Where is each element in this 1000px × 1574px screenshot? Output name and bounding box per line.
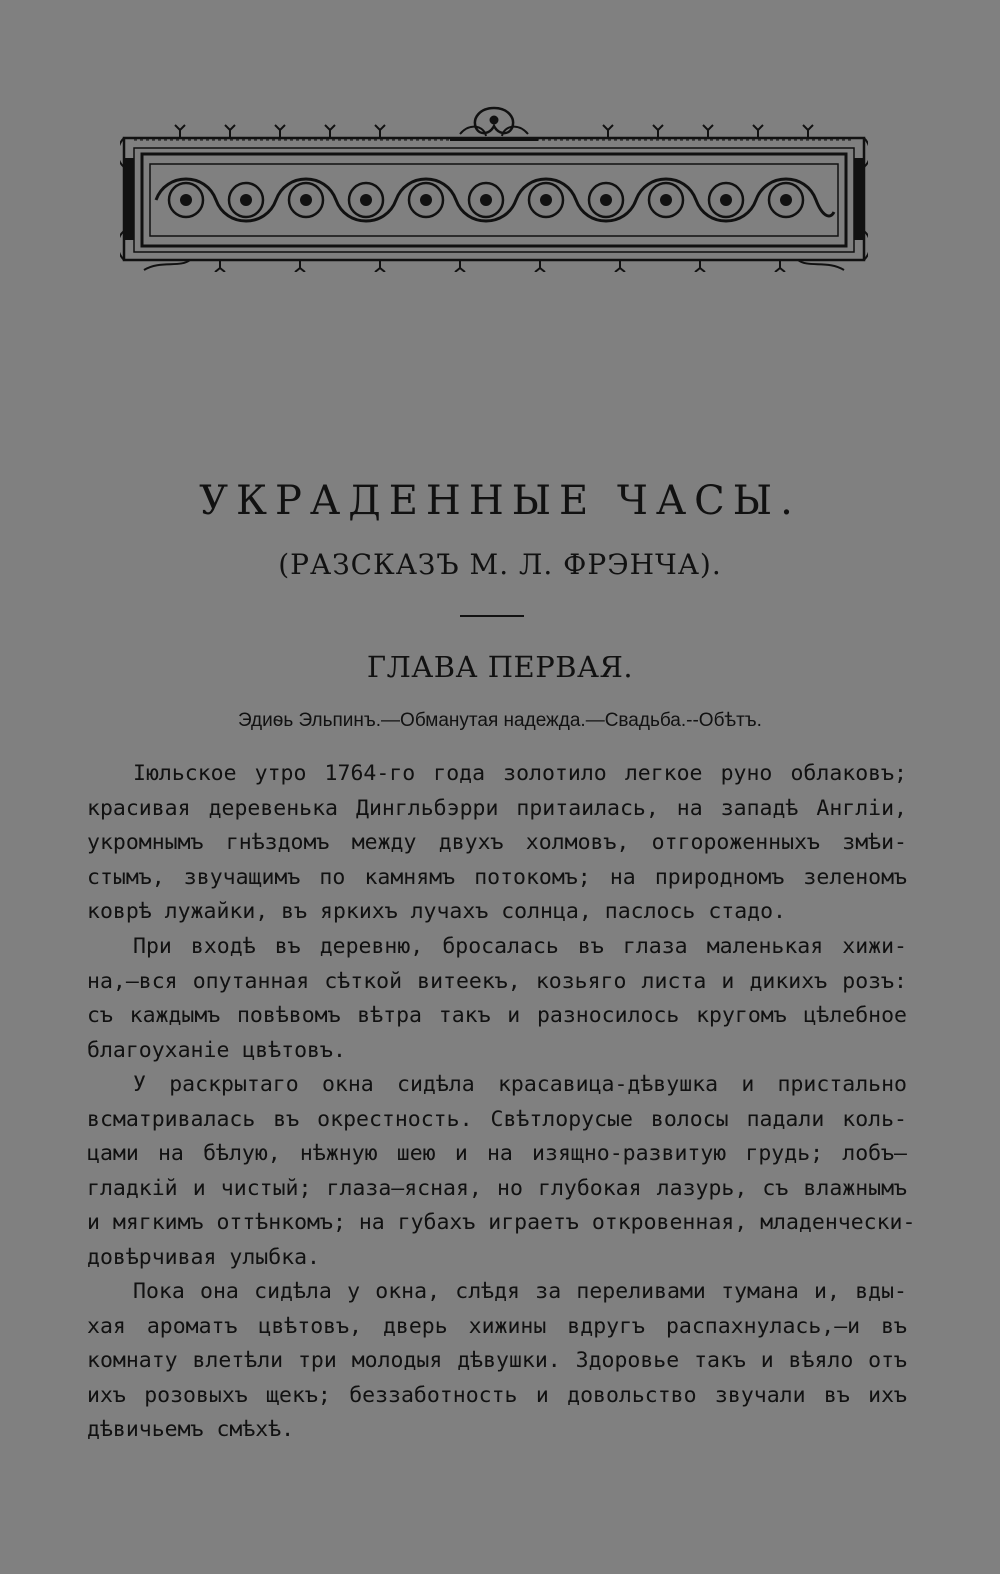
text-line: красивая деревенька Дингльбэрри притаилась, на западѣ Англіи, [87,795,907,821]
text-line: коврѣ лужайки, въ яркихъ лучахъ солнца, паслось стадо. [87,899,786,925]
text-line: дѣвичьемъ смѣхѣ. [87,1417,295,1443]
text-line: съ каждымъ повѣвомъ вѣтра такъ и разносилось кругомъ цѣлебное [87,1003,907,1029]
text-line: цами на бѣлую, нѣжную шею и на изящно-развитую грудь; лобъ— [87,1141,907,1167]
text-line: довѣрчивая улыбка. [87,1244,320,1270]
chapter-heading: ГЛАВА ПЕРВАЯ. [366,650,634,684]
text-line: хая ароматъ цвѣтовъ, дверь хижины вдругъ распахнулась,—и въ [87,1313,907,1339]
text-line: комнату влетѣли три молодыя дѣвушки. Здоровье такъ и вѣяло отъ [87,1348,907,1374]
text-line: ихъ розовыхъ щекъ; беззаботность и довольство звучали въ ихъ [87,1382,907,1408]
story-title: УКРАДЕННЫЕ ЧАСЫ. [199,478,801,524]
text-line: При входѣ въ деревню, бросалась въ глаза маленькая хижи- [133,934,907,959]
paragraph-3 [87,1068,916,1276]
text-line: благоуханіе цвѣтовъ. [87,1037,346,1063]
text-line: на,—вся опутанная сѣткой витеекъ, козьяго листа и дикихъ розъ: [87,968,907,994]
paragraph-4 [87,1275,907,1448]
text-line: всматривалась въ окрестность. Свѣтлорусые волосы падали коль- [87,1106,907,1132]
text-line: Іюльское утро 1764-го года золотило легкое руно облаковъ; [133,761,907,786]
text-line: гладкій и чистый; глаза—ясная, но глубокая лазурь, съ влажнымъ [87,1175,907,1201]
paragraph-1 [87,757,907,930]
chapter-summary: Эдиѳь Эльпинъ.—Обманутая надежда.—Свадьба.--Обѣтъ. [238,710,762,731]
paragraph-2 [87,930,907,1068]
text-line: и мягкимъ оттѣнкомъ; на губахъ играетъ откровенная, младенчески- [87,1210,916,1236]
title-divider [460,615,524,617]
text-line: У раскрытаго окна сидѣла красавица-дѣвушка и пристально [133,1072,907,1097]
text-line: Пока она сидѣла у окна, слѣдя за переливами тумана и, вды- [133,1279,907,1304]
decorative-headpiece [120,100,868,272]
text-line: укромнымъ гнѣздомъ между двухъ холмовъ, отгороженныхъ змѣи- [87,830,907,856]
text-line: стымъ, звучащимъ по камнямъ потокомъ; на природномъ зеленомъ [87,864,907,890]
story-subtitle: (РАЗСКАЗЪ М. Л. ФРЭНЧА). [278,548,722,581]
